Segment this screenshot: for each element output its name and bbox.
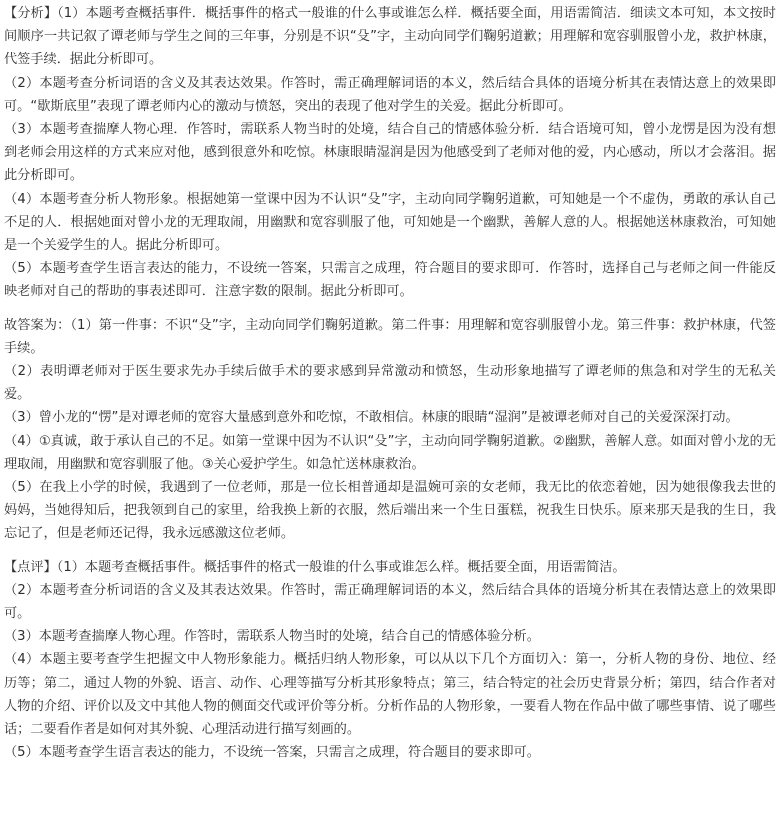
- analysis-paragraph-4: （4）本题考查分析人物形象。根据她第一堂课中因为不认识“殳”字，主动向同学鞠躬道歉，可知她是一个不虚伪，勇敢的承认自己不足的人．根据她面对曾小龙的无理取闹，用幽默和宽容驯服了他，可知她是一个幽默，善解人意的人。根据她送林康救治，可知她是一个关爱学生的人。据此分析即可。: [4, 191, 776, 254]
- analysis-paragraph-2: （2）本题考查分析词语的含义及其表达效果。作答时，需正确理解词语的本义，然后结合具体的语境分析其在表情达意上的效果即可。“歇斯底里”表现了谭老师内心的激动与愤怒，突出的表现了他对学生的关爱。据此分析即可。: [4, 75, 776, 114]
- analysis-text-1: （1）本题考查概括事件．概括事件的格式一般谁的什么事或谁怎么样．概括要全面，用语需简洁．细读文本可知，本文按时间顺序一共记叙了谭老师与学生之间的三年事，分别是不识“殳”字，主动向同学们鞠躬道歉；用理解和宽容驯服曾小龙，救护林康，代签手续．据此分析即可。: [4, 6, 776, 68]
- answer-paragraph-3: （3）曾小龙的“愣”是对谭老师的宽容大量感到意外和吃惊，不敢相信。林康的眼睛“湿润”是被谭老师对自己的关爱深深打动。: [4, 410, 739, 426]
- comment-paragraph-1: [4, 556, 776, 579]
- analysis-paragraph-3: （3）本题考查揣摩人物心理．作答时，需联系人物当时的处境，结合自己的情感体验分析．结合语境可知，曾小龙愣是因为没有想到老师会用这样的方式来应对他，感到很意外和吃惊。林康眼睛湿润是因为他感受到了老师对他的爱，内心感动，所以才会落泪。据此分析即可。: [4, 122, 776, 184]
- answer-paragraph-1: 故答案为：（1）第一件事：不识“殳”字，主动向同学们鞠躬道歉。第二件事：用理解和宽容驯服曾小龙。第三件事：救护林康，代签手续。: [4, 317, 776, 356]
- section-gap: [4, 304, 776, 314]
- answer-paragraph-4: （4）①真诚，敢于承认自己的不足。如第一堂课中因为不认识“殳”字，主动向同学鞠躬道歉。②幽默，善解人意。如面对曾小龙的无理取闹，用幽默和宽容驯服了他。③关心爱护学生。如急忙送林康救治。: [4, 433, 776, 472]
- section-gap: [4, 546, 776, 556]
- answer-paragraph-2: （2）表明谭老师对于医生要求先办手续后做手术的要求感到异常激动和愤怒，生动形象地描写了谭老师的焦急和对学生的无私关爱。: [4, 364, 776, 403]
- comment-text-1: （1）本题考查概括事件。概括事件的格式一般谁的什么事或谁怎么样。概括要全面，用语需简洁。: [56, 559, 626, 575]
- analysis-section: [4, 2, 776, 304]
- comment-paragraph-4: （4）本题主要考查学生把握文中人物形象能力。概括归纳人物形象，可以从以下几个方面切入：第一，分析人物的身份、地位、经历等；第二，通过人物的外貌、语言、动作、心理等描写分析其形象特点；第三，结合特定的社会历史背景分析；第四，结合作者对人物的介绍、评价以及文中其他人物的侧面交代或评价等分析。分析作品的人物形象，一要看人物在作品中做了哪些事情、说了哪些话；二要看作者是如何对其外貌、心理活动进行描写刻画的。: [4, 652, 776, 738]
- comment-section: [4, 556, 776, 765]
- analysis-tag: 【分析】: [4, 6, 58, 21]
- comment-paragraph-3: （3）本题考查揣摩人物心理。作答时，需联系人物当时的处境，结合自己的情感体验分析。: [4, 629, 540, 645]
- comment-paragraph-2: （2）本题考查分析词语的含义及其表达效果。作答时，需正确理解词语的本义，然后结合具体的语境分析其在表情达意上的效果即可。: [4, 582, 776, 622]
- analysis-paragraph-5: （5）本题考查学生语言表达的能力，不设统一答案，只需言之成理，符合题目的要求即可．作答时，选择自己与老师之间一件能反映老师对自己的帮助的事表述即可．注意字数的限制。据此分析即可。: [4, 261, 776, 300]
- answer-paragraph-5: （5）在我上小学的时候，我遇到了一位老师，那是一位长相普通却是温婉可亲的女老师，我无比的依恋着她，因为她很像我去世的妈妈，当她得知后，把我领到自己的家里，给我换上新的衣服，然后端出来一个生日蛋糕，祝我生日快乐。原来那天是我的生日，我忘记了，但是老师还记得，我永远感激这位老师。: [4, 480, 776, 542]
- analysis-paragraph-1: [4, 2, 776, 72]
- comment-paragraph-5: （5）本题考查学生语言表达的能力，不设统一答案，只需言之成理，符合题目的要求即可。: [4, 745, 540, 761]
- comment-tag: 【点评】: [4, 559, 57, 575]
- answer-section: [4, 314, 776, 546]
